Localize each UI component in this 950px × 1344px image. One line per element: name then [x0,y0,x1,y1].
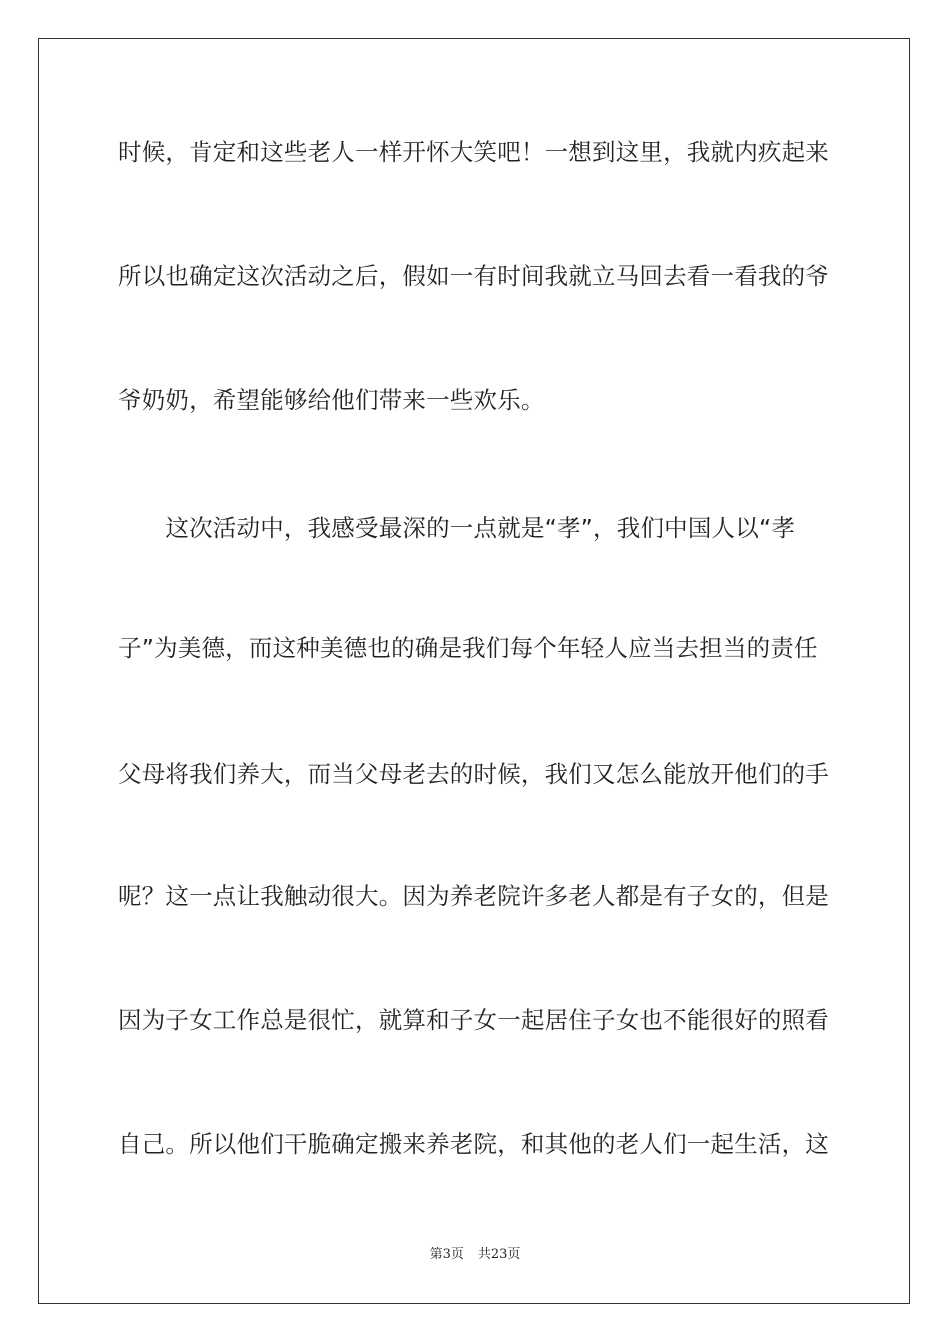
page-footer [0,1246,950,1264]
text-line: 自己。所以他们干脆确定搬来养老院，和其他的老人们一起生活，这 [118,1130,829,1158]
text-line: 所以也确定这次活动之后，假如一有时间我就立马回去看一看我的爷 [118,262,829,290]
text-line: 呢？这一点让我触动很大。因为养老院许多老人都是有子女的，但是 [118,882,829,910]
text-line: 子”为美德，而这种美德也的确是我们每个年轻人应当去担当的责任 [118,634,818,662]
text-line: 爷奶奶，希望能够给他们带来一些欢乐。 [118,386,545,414]
page-border [38,38,910,1304]
text-line: 时候，肯定和这些老人一样开怀大笑吧！一想到这里，我就内疚起来 [118,138,829,166]
page-number: 第3页 [429,1247,464,1262]
total-pages: 共23页 [477,1247,521,1262]
text-line: 父母将我们养大，而当父母老去的时候，我们又怎么能放开他们的手 [118,760,829,788]
text-line: 因为子女工作总是很忙，就算和子女一起居住子女也不能很好的照看 [118,1006,829,1034]
paragraph-start-line: 这次活动中，我感受最深的一点就是“孝”，我们中国人以“孝 [118,514,796,542]
